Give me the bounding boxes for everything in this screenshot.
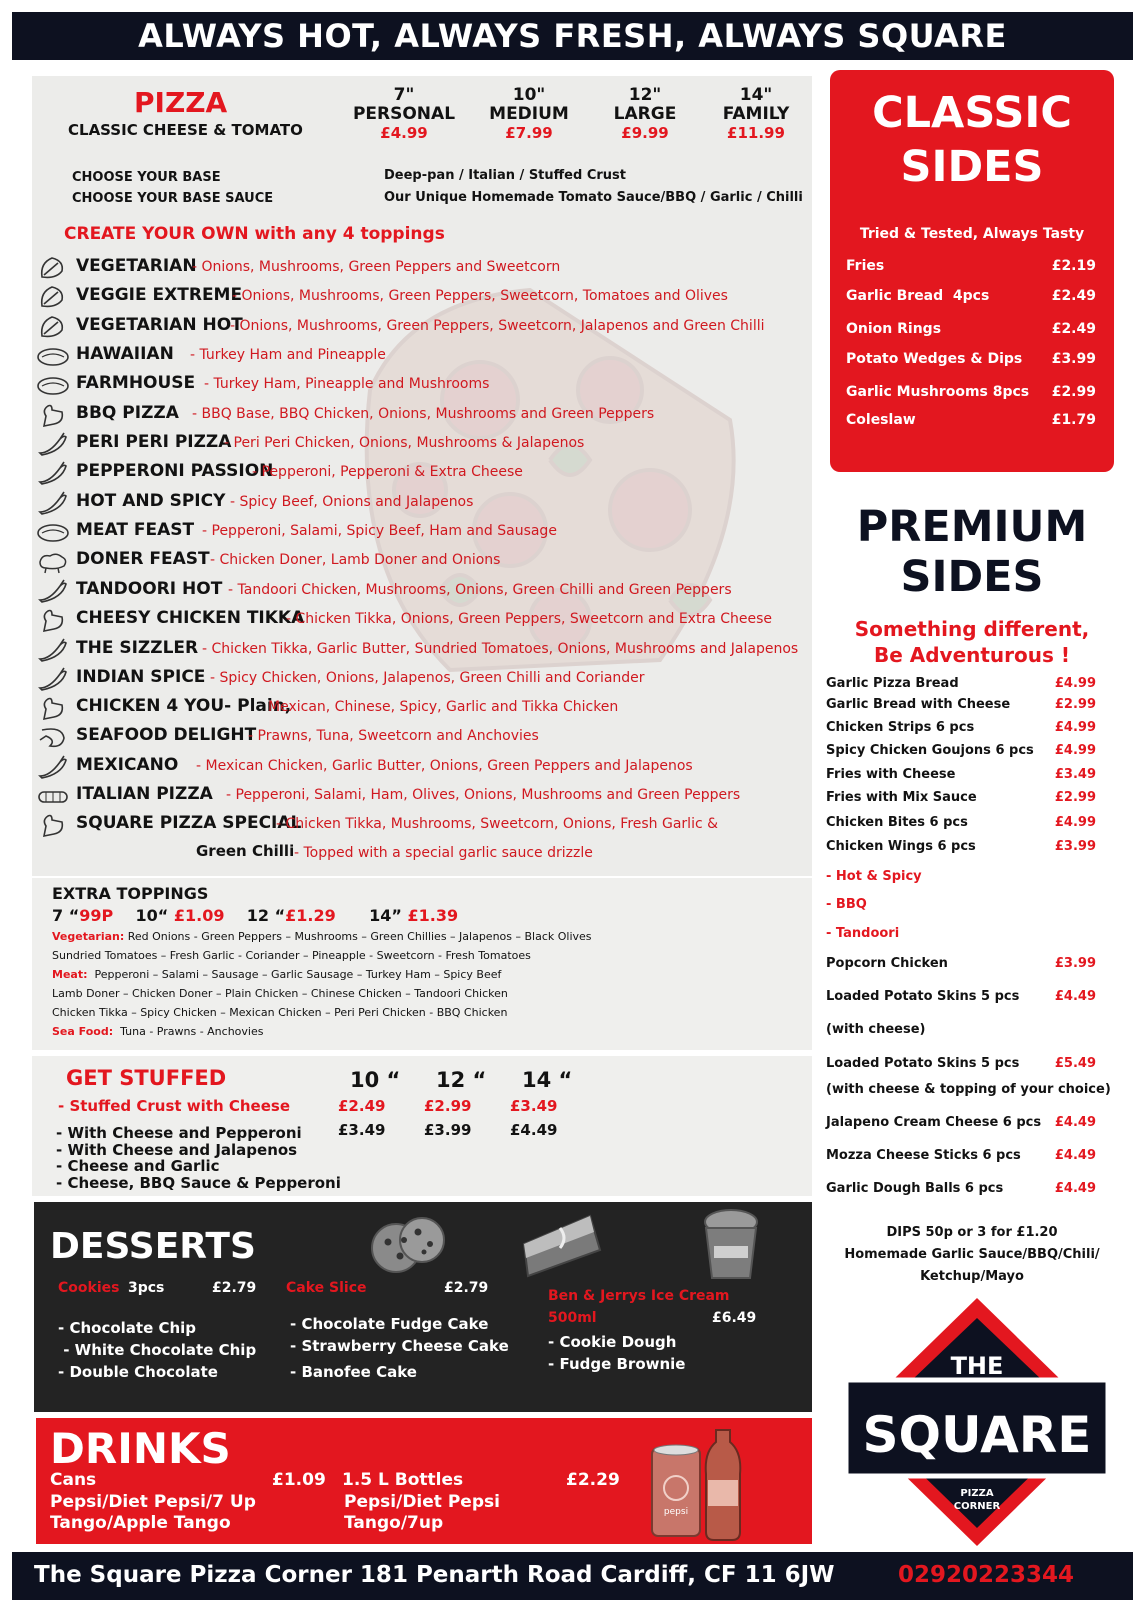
pizza-item (36, 694, 806, 722)
cans-label: Cans (50, 1470, 97, 1490)
tag-line: Be Adventurous ! (873, 643, 1071, 667)
ice-cream-price: £6.49 (712, 1310, 757, 1326)
side-item (826, 790, 1096, 805)
drinks-title: DRINKS (50, 1424, 231, 1473)
cookies-list (58, 1317, 256, 1383)
pizza-desc: - Chicken Tikka, Garlic Butter, Sundried Tomatoes, Onions, Mushrooms and Jalapenos (202, 641, 799, 657)
cans-price: £1.09 (272, 1470, 326, 1490)
side-name: Popcorn Chicken (826, 956, 948, 971)
stuffed-options (56, 1125, 341, 1191)
size-12 (585, 86, 705, 143)
side-name: Garlic Bread with Cheese (826, 697, 1011, 712)
pizza-desc: - Tandoori Chicken, Mushrooms, Onions, Green Chilli and Green Peppers (228, 582, 732, 598)
side-name: (with cheese & topping of your choice) (826, 1082, 1111, 1097)
size-label: 7 “ (52, 906, 80, 925)
side-item (846, 321, 1096, 337)
desserts-title: DESSERTS (50, 1226, 256, 1267)
crust-price-14: £3.49 (510, 1097, 558, 1115)
size-label: 14” (369, 906, 402, 925)
leaf-icon (36, 284, 70, 310)
stuffed-crust-label: - Stuffed Crust with Cheese (58, 1097, 290, 1115)
title-line: SIDES (900, 552, 1044, 602)
pizza-name: VEGETARIAN HOT (76, 315, 243, 335)
pizza-desc: - Chicken Tikka, Mushrooms, Sweetcorn, Onions, Fresh Garlic & (276, 816, 719, 832)
chicken-icon (36, 695, 70, 721)
side-name: Fries (846, 258, 885, 274)
wing-option: - Hot & Spicy (826, 869, 922, 884)
the-square-logo (846, 1296, 1108, 1548)
side-price: £3.99 (1054, 956, 1096, 971)
logo-text: THE (950, 1352, 1004, 1380)
classic-sides-title (830, 86, 1114, 194)
sausage-icon (36, 783, 70, 809)
footer-address: The Square Pizza Corner 181 Penarth Road Cardiff, CF 11 6JW (34, 1562, 835, 1588)
pizza-item (36, 254, 806, 282)
pizza-name: TANDOORI HOT (76, 579, 223, 599)
pizza-item (36, 518, 806, 546)
ham-icon (36, 343, 70, 369)
pizza-item-cont (36, 840, 806, 868)
pizza-name: VEGGIE EXTREME (76, 285, 243, 305)
wing-option: - BBQ (826, 897, 867, 912)
pizza-item (36, 577, 806, 605)
side-item (826, 989, 1096, 1004)
side-item (846, 258, 1096, 274)
side-item (826, 1181, 1096, 1196)
pizza-desc: - BBQ Base, BBQ Chicken, Onions, Mushrooms and Green Peppers (192, 406, 655, 422)
side-price: £5.49 (1054, 1056, 1096, 1071)
side-item (846, 384, 1096, 400)
bottles-label: 1.5 L Bottles (342, 1470, 464, 1490)
side-price: £2.19 (1051, 258, 1096, 274)
logo-text: CORNER (953, 1501, 1001, 1512)
pizza-item (36, 665, 806, 693)
topping-list: Red Onions - Green Peppers – Mushrooms – Green Chillies – Jalapenos – Black Olives (127, 930, 592, 943)
combo-price-14: £4.49 (510, 1121, 558, 1139)
pizza-desc: - Peri Peri Chicken, Onions, Mushrooms & Jalapenos (224, 435, 585, 451)
ice-cream-list (548, 1331, 685, 1375)
pizza-desc: - Onions, Mushrooms, Green Peppers and Sweetcorn (192, 259, 561, 275)
side-item (826, 697, 1096, 712)
side-name: Chicken Strips 6 pcs (826, 720, 975, 735)
premium-sides-title (830, 502, 1114, 602)
chilli-icon (36, 666, 70, 692)
list-item: - With Cheese and Pepperoni (56, 1124, 302, 1142)
side-price: £2.99 (1051, 384, 1096, 400)
price: 99P (79, 906, 114, 925)
side-price: £4.99 (1054, 743, 1096, 758)
lamb-icon (36, 548, 70, 574)
classic-sides-tagline: Tried & Tested, Always Tasty (859, 226, 1085, 242)
chicken-icon (36, 402, 70, 428)
pizza-name: VEGETARIAN (76, 256, 197, 276)
side-item (826, 743, 1096, 758)
side-item (846, 351, 1096, 367)
pizza-desc: - Onions, Mushrooms, Green Peppers, Sweetcorn, Jalapenos and Green Chilli (230, 318, 765, 334)
cake-price: £2.79 (444, 1280, 489, 1296)
side-price: £2.49 (1051, 288, 1096, 304)
side-name: Spicy Chicken Goujons 6 pcs (826, 743, 1034, 758)
list-item: - Cheese and Garlic (56, 1157, 220, 1175)
dips-line: Ketchup/Mayo (920, 1269, 1024, 1284)
side-name: Fries with Cheese (826, 767, 956, 782)
side-name: Loaded Potato Skins 5 pcs (826, 989, 1020, 1004)
side-price: £4.99 (1054, 676, 1096, 691)
extra-toppings-title: EXTRA TOPPINGS (52, 884, 209, 903)
pizza-item (36, 547, 806, 575)
pizza-item (36, 606, 806, 634)
pizza-desc: - Chicken Tikka, Onions, Green Peppers, Sweetcorn and Extra Cheese (286, 611, 773, 627)
cookie-icon (366, 1212, 450, 1276)
size-14-label: 14 “ (522, 1068, 573, 1092)
crust-price-12: £2.99 (424, 1097, 472, 1115)
ice-cream-label: Ben & Jerrys Ice Cream (548, 1288, 730, 1304)
cake-list (290, 1313, 509, 1383)
meat-toppings-3: Chicken Tikka – Spicy Chicken – Mexican Chicken – Peri Peri Chicken - BBQ Chicken (52, 1006, 508, 1019)
sauce-value: Our Unique Homemade Tomato Sauce/BBQ / Garlic / Chilli (384, 190, 803, 205)
list-item: - Double Chocolate (58, 1363, 218, 1381)
title-line: CLASSIC (872, 88, 1072, 138)
side-name: Coleslaw (846, 412, 916, 428)
dips-line: Homemade Garlic Sauce/BBQ/Chili/ (844, 1247, 1100, 1262)
pizza-name: MEAT FEAST (76, 520, 195, 540)
size-inch: 7" (393, 85, 415, 105)
size-10-label: 10 “ (350, 1068, 401, 1092)
veg-toppings-2: Sundried Tomatoes – Fresh Garlic - Coriander – Pineapple - Sweetcorn - Fresh Tomatoes (52, 949, 531, 962)
pizza-name: FARMHOUSE (76, 373, 196, 393)
combo-price-10: £3.49 (338, 1121, 386, 1139)
side-name: Jalapeno Cream Cheese 6 pcs (826, 1115, 1042, 1130)
pizza-desc: - Spicy Beef, Onions and Jalapenos (230, 494, 474, 510)
pizza-item (36, 753, 806, 781)
chilli-icon (36, 754, 70, 780)
size-12-label: 12 “ (436, 1068, 487, 1092)
side-name: (with cheese) (826, 1022, 926, 1037)
ham-icon (36, 372, 70, 398)
size-name: PERSONAL (352, 104, 456, 124)
chicken-icon (36, 812, 70, 838)
side-item (826, 767, 1096, 782)
pizza-item (36, 459, 806, 487)
pizza-desc: - Pepperoni, Salami, Ham, Olives, Onions, Mushrooms and Green Peppers (226, 787, 741, 803)
pizza-item (36, 723, 806, 751)
size-inch: 12" (628, 85, 662, 105)
pizza-item (36, 430, 806, 458)
size-inch: 14" (739, 85, 773, 105)
pizza-subtitle: CLASSIC CHEESE & TOMATO (68, 121, 303, 139)
side-name: Mozza Cheese Sticks 6 pcs (826, 1148, 1021, 1163)
logo-text: PIZZA (960, 1488, 994, 1499)
side-name: Garlic Bread 4pcs (846, 288, 990, 304)
size-14 (696, 86, 816, 143)
side-price: £3.99 (1054, 839, 1096, 854)
chilli-icon (36, 578, 70, 604)
pizza-item (36, 782, 806, 810)
side-price: £4.99 (1054, 815, 1096, 830)
size-label: 10“ (135, 906, 169, 925)
crust-price-10: £2.49 (338, 1097, 386, 1115)
list-item: - White Chocolate Chip (58, 1341, 257, 1359)
size-label: 12 “ (246, 906, 286, 925)
size-price: £9.99 (621, 124, 669, 142)
side-price: £3.99 (1051, 351, 1096, 367)
size-price: £11.99 (727, 124, 785, 142)
meat-toppings (52, 968, 501, 981)
pizza-item (36, 313, 806, 341)
side-name: Potato Wedges & Dips (846, 351, 1023, 367)
pizza-item (36, 401, 806, 429)
pizza-name: HOT AND SPICY (76, 491, 226, 511)
price: £1.39 (407, 906, 459, 925)
create-your-own: CREATE YOUR OWN with any 4 toppings (64, 224, 445, 244)
title-line: PREMIUM (856, 502, 1088, 552)
side-price: £3.49 (1054, 767, 1096, 782)
side-price: £1.79 (1051, 412, 1096, 428)
header-banner: ALWAYS HOT, ALWAYS FRESH, ALWAYS SQUARE (12, 12, 1133, 60)
category-label: Vegetarian: (52, 930, 125, 943)
ice-cream-tub-icon (698, 1208, 764, 1282)
leaf-icon (36, 314, 70, 340)
pizza-desc: - Turkey Ham, Pineapple and Mushrooms (204, 376, 490, 392)
base-label: CHOOSE YOUR BASE (72, 170, 221, 185)
list-item: - Banofee Cake (290, 1363, 417, 1381)
side-price: £4.49 (1054, 989, 1096, 1004)
seafood-toppings (52, 1025, 263, 1038)
pizza-desc: - Chicken Doner, Lamb Doner and Onions (210, 552, 501, 568)
dips-line: DIPS 50p or 3 for £1.20 (886, 1225, 1058, 1240)
side-price: £4.49 (1054, 1181, 1096, 1196)
side-item (826, 1115, 1096, 1130)
side-price: £2.99 (1054, 790, 1096, 805)
bottles-line-1: Pepsi/Diet Pepsi (344, 1492, 500, 1512)
chicken-icon (36, 607, 70, 633)
pizza-item (36, 342, 806, 370)
side-name: Chicken Bites 6 pcs (826, 815, 968, 830)
size-7 (344, 86, 464, 143)
list-item: - Cookie Dough (548, 1333, 677, 1351)
veg-toppings (52, 930, 592, 943)
side-item (826, 720, 1096, 735)
side-price: £4.49 (1054, 1148, 1096, 1163)
side-item-note (826, 1082, 1111, 1097)
pizza-name: PERI PERI PIZZA (76, 432, 232, 452)
pizza-title: PIZZA (134, 86, 228, 119)
pizza-name: PEPPERONI PASSION (76, 461, 274, 481)
side-item (826, 956, 1096, 971)
pizza-item (36, 283, 806, 311)
chilli-icon (36, 431, 70, 457)
combo-price-12: £3.99 (424, 1121, 472, 1139)
side-item (826, 839, 1096, 854)
size-name: FAMILY (722, 104, 790, 124)
cookies-qty: 3pcs (128, 1280, 165, 1296)
side-item (826, 676, 1096, 691)
drinks-icon (650, 1424, 766, 1542)
list-item: - Chocolate Chip (58, 1319, 197, 1337)
side-item (846, 412, 1096, 428)
base-value: Deep-pan / Italian / Stuffed Crust (384, 168, 626, 183)
side-item (826, 1148, 1096, 1163)
dips-info (830, 1222, 1114, 1288)
pizza-item (36, 489, 806, 517)
side-price: £4.99 (1054, 720, 1096, 735)
pizza-desc: - Pepperoni, Salami, Spicy Beef, Ham and Sausage (202, 523, 557, 539)
pizza-name: CHICKEN 4 YOU- Plain, (76, 696, 292, 716)
side-name: Loaded Potato Skins 5 pcs (826, 1056, 1020, 1071)
meat-toppings-2: Lamb Doner – Chicken Doner – Plain Chicken – Chinese Chicken – Tandoori Chicken (52, 987, 508, 1000)
get-stuffed-title: GET STUFFED (66, 1066, 227, 1090)
cookies-price: £2.79 (212, 1280, 257, 1296)
side-name: Onion Rings (846, 321, 942, 337)
prawn-icon (36, 724, 70, 750)
side-price: £2.99 (1054, 697, 1096, 712)
size-10 (469, 86, 589, 143)
side-name: Garlic Dough Balls 6 pcs (826, 1181, 1004, 1196)
pizza-desc: - Prawns, Tuna, Sweetcorn and Anchovies (248, 728, 539, 744)
bottles-line-2: Tango/7up (344, 1513, 444, 1533)
side-name: Garlic Mushrooms 8pcs (846, 384, 1030, 400)
topping-list: Tuna - Prawns - Anchovies (120, 1025, 264, 1038)
pizza-item (36, 811, 806, 839)
bottles-price: £2.29 (566, 1470, 620, 1490)
pizza-name: Green Chilli (196, 842, 295, 860)
can-label: pepsi (663, 1507, 689, 1517)
pizza-desc: - Mexican Chicken, Garlic Butter, Onions, Green Peppers and Jalapenos (196, 758, 693, 774)
side-price: £2.49 (1051, 321, 1096, 337)
cookies-label: Cookies (58, 1280, 120, 1296)
size-name: LARGE (613, 104, 677, 124)
side-item-note (826, 1022, 1096, 1037)
chilli-icon (36, 490, 70, 516)
side-item (826, 815, 1096, 830)
size-price: £7.99 (505, 124, 553, 142)
pizza-name: DONER FEAST (76, 549, 210, 569)
side-item (846, 288, 1096, 304)
price: £1.29 (285, 906, 336, 925)
pizza-desc: - Turkey Ham and Pineapple (190, 347, 386, 363)
list-item: - Chocolate Fudge Cake (290, 1315, 489, 1333)
side-item (826, 1056, 1096, 1071)
pizza-item (36, 636, 806, 664)
chilli-icon (36, 460, 70, 486)
pizza-desc: Mexican, Chinese, Spicy, Garlic and Tikka Chicken (268, 699, 619, 715)
pizza-name: HAWAIIAN (76, 344, 174, 364)
sauce-label: CHOOSE YOUR BASE SAUCE (72, 191, 274, 206)
pizza-desc: - Topped with a special garlic sauce drizzle (294, 845, 593, 861)
logo-text: SQUARE (862, 1406, 1092, 1464)
list-item: - Fudge Brownie (548, 1355, 686, 1373)
tag-line: Something different, (854, 617, 1090, 641)
cake-label: Cake Slice (286, 1280, 367, 1296)
pizza-item (36, 371, 806, 399)
side-name: Garlic Pizza Bread (826, 676, 959, 691)
pizza-name: SEAFOOD DELIGHT (76, 725, 257, 745)
pizza-name: INDIAN SPICE (76, 667, 206, 687)
leaf-icon (36, 255, 70, 281)
category-label: Meat: (52, 968, 88, 981)
price: £1.09 (173, 906, 225, 925)
side-price: £4.49 (1054, 1115, 1096, 1130)
size-name: MEDIUM (489, 104, 569, 124)
chilli-icon (36, 637, 70, 663)
title-line: SIDES (900, 142, 1044, 192)
ham-icon (36, 519, 70, 545)
extra-toppings-prices (52, 906, 458, 925)
side-name: Chicken Wings 6 pcs (826, 839, 976, 854)
pizza-name: THE SIZZLER (76, 638, 199, 658)
list-item: - With Cheese and Jalapenos (56, 1140, 298, 1159)
cans-line-1: Pepsi/Diet Pepsi/7 Up (50, 1492, 256, 1512)
premium-sides-tagline (830, 616, 1114, 668)
size-price: £4.99 (380, 124, 428, 142)
side-name: Fries with Mix Sauce (826, 790, 977, 805)
pizza-desc: - Pepperoni, Pepperoni & Extra Cheese (252, 464, 523, 480)
category-label: Sea Food: (52, 1025, 114, 1038)
pizza-desc: - Spicy Chicken, Onions, Jalapenos, Green Chilli and Coriander (210, 670, 645, 686)
wing-option: - Tandoori (826, 926, 900, 941)
cans-line-2: Tango/Apple Tango (50, 1513, 231, 1533)
ice-cream-size: 500ml (548, 1310, 597, 1326)
cake-slice-icon (520, 1210, 606, 1280)
footer-phone[interactable]: 02920223344 (898, 1562, 1075, 1588)
pizza-name: CHEESY CHICKEN TIKKA (76, 608, 305, 628)
pizza-name: MEXICANO (76, 755, 179, 775)
pizza-desc: - Onions, Mushrooms, Green Peppers, Sweetcorn, Tomatoes and Olives (232, 288, 728, 304)
list-item: - Cheese, BBQ Sauce & Pepperoni (56, 1173, 341, 1192)
pizza-name: SQUARE PIZZA SPECIAL (76, 813, 302, 833)
list-item: - Strawberry Cheese Cake (290, 1337, 509, 1355)
pizza-name: ITALIAN PIZZA (76, 784, 213, 804)
pizza-name: BBQ PIZZA (76, 403, 179, 423)
size-inch: 10" (512, 85, 546, 105)
topping-list: Pepperoni – Salami – Sausage – Garlic Sausage – Turkey Ham – Spicy Beef (94, 968, 502, 981)
